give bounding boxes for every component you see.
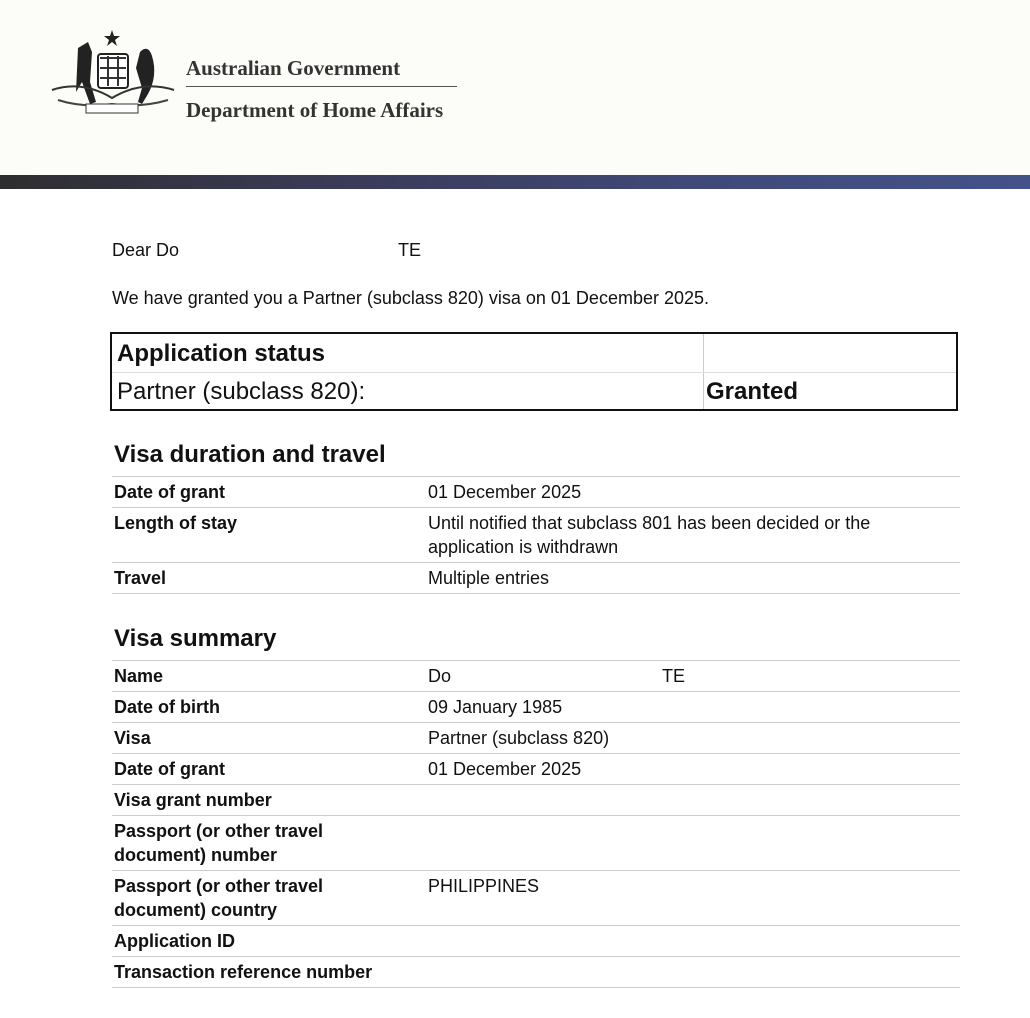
status-visa: Partner (subclass 820): xyxy=(117,378,366,405)
table-row xyxy=(112,660,960,691)
table-row xyxy=(112,722,960,753)
row-value xyxy=(426,957,960,987)
table-row xyxy=(112,870,960,925)
header-band xyxy=(0,175,1030,189)
table-row xyxy=(112,925,960,956)
salutation-suffix: TE xyxy=(398,240,422,260)
status-title: Application status xyxy=(117,340,326,367)
name-first: Do xyxy=(428,666,452,686)
table-row xyxy=(112,562,960,594)
status-badge: Granted xyxy=(706,378,799,405)
application-status-box xyxy=(110,332,958,411)
row-value: PHILIPPINES xyxy=(428,876,540,896)
coat-of-arms-logo xyxy=(48,28,178,124)
salutation-prefix: Dear Do xyxy=(112,240,180,260)
row-value: Partner (subclass 820) xyxy=(428,728,610,748)
row-label: Travel xyxy=(114,568,167,588)
row-label: Visa grant number xyxy=(114,790,272,810)
table-row xyxy=(112,476,960,507)
row-value xyxy=(426,816,960,870)
summary-table xyxy=(112,660,960,988)
summary-title: Visa summary xyxy=(114,625,277,652)
letterhead xyxy=(0,0,1030,175)
table-row xyxy=(112,691,960,722)
row-label: Date of grant xyxy=(114,759,226,779)
table-row xyxy=(112,815,960,870)
name-last: TE xyxy=(662,666,686,686)
duration-title: Visa duration and travel xyxy=(114,441,386,468)
duration-table xyxy=(112,476,960,594)
row-label: Visa xyxy=(114,728,151,748)
row-label: Passport (or other travel document) number xyxy=(114,821,324,865)
row-value: 09 January 1985 xyxy=(428,697,563,717)
row-label: Application ID xyxy=(114,931,235,951)
row-value: 01 December 2025 xyxy=(428,482,582,502)
row-label: Transaction reference number xyxy=(114,962,373,982)
row-value xyxy=(426,785,960,815)
row-value xyxy=(426,926,960,956)
row-label: Length of stay xyxy=(114,513,238,533)
row-label: Passport (or other travel document) country xyxy=(114,876,324,920)
department-name: Department of Home Affairs xyxy=(186,98,444,122)
divider xyxy=(112,372,956,373)
row-value: Until notified that subclass 801 has been decided or the application is withdrawn xyxy=(428,513,871,557)
grant-intro: We have granted you a Partner (subclass 820) visa on 01 December 2025. xyxy=(112,288,710,308)
divider xyxy=(186,86,457,87)
row-label: Name xyxy=(114,666,164,686)
table-row xyxy=(112,784,960,815)
row-label: Date of birth xyxy=(114,697,220,717)
table-row xyxy=(112,507,960,562)
row-value: 01 December 2025 xyxy=(428,759,582,779)
government-name: Australian Government xyxy=(186,56,401,80)
row-value: Multiple entries xyxy=(428,568,550,588)
row-label: Date of grant xyxy=(114,482,226,502)
row-value xyxy=(426,661,960,691)
table-row xyxy=(112,956,960,988)
table-row xyxy=(112,753,960,784)
